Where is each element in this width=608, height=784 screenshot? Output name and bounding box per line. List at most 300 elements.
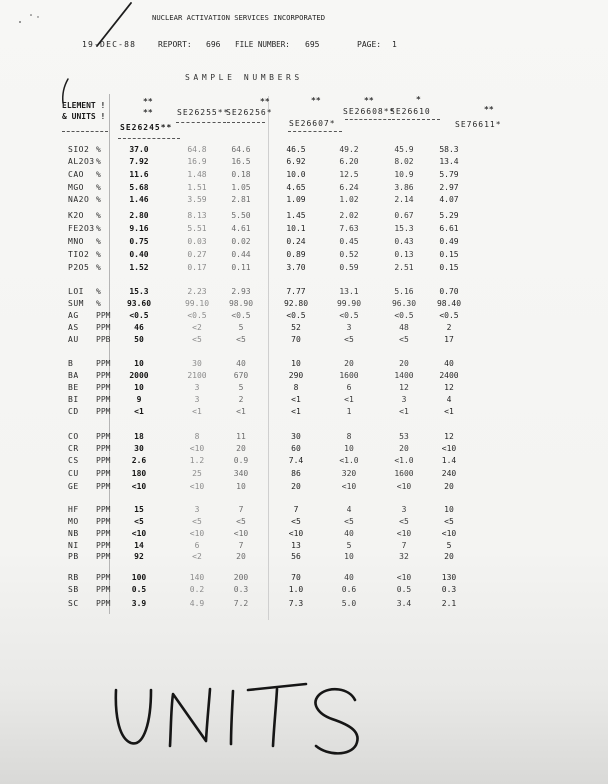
value-cell: 1.0 [288,585,304,594]
value-cell: 45.9 [394,145,414,154]
value-cell: 8.13 [187,211,207,220]
sample-number: SE76611* [455,120,502,129]
value-cell: <1 [236,407,246,416]
value-cell: 9 [136,395,142,404]
value-cell: 2.81 [231,195,251,204]
value-cell: <10 [189,529,205,538]
value-cell: <10 [441,529,457,538]
value-cell: 11 [236,432,246,441]
value-cell: 340 [233,469,249,478]
value-cell: 10.1 [286,224,306,233]
value-cell: 60 [291,444,301,453]
value-cell: <10 [396,573,412,582]
value-cell: 180 [131,469,147,478]
value-cell: 6.61 [439,224,459,233]
asterisk-mark: * [416,95,421,104]
value-cell: 20 [236,552,246,561]
unit-label: PPB [96,335,111,344]
element-label: HF [68,505,79,514]
value-cell: 4.9 [189,599,205,608]
header-rule [62,131,108,132]
value-cell: 140 [189,573,205,582]
unit-label: PPM [96,469,111,478]
value-cell: <1 [344,395,354,404]
value-cell: 1600 [339,371,359,380]
value-cell: 5.50 [231,211,251,220]
value-cell: <0.5 [339,311,359,320]
value-cell: 4.61 [231,224,251,233]
value-cell: <2 [192,552,202,561]
value-cell: 0.11 [231,263,251,272]
value-cell: 6.20 [339,157,359,166]
value-cell: <5 [192,517,202,526]
value-cell: 0.75 [129,237,149,246]
value-cell: 1.46 [129,195,149,204]
value-cell: 5.29 [439,211,459,220]
value-cell: 0.70 [439,287,459,296]
value-cell: 64.6 [231,145,251,154]
element-label: RB [68,573,79,582]
value-cell: <10 [131,482,147,491]
value-cell: 15.3 [394,224,414,233]
value-cell: 5 [446,541,452,550]
unit-label: PPM [96,395,111,404]
unit-label: PPM [96,505,111,514]
value-cell: 5 [346,541,352,550]
value-cell: 0.49 [439,237,459,246]
value-cell: 2400 [439,371,459,380]
value-cell: 32 [399,552,409,561]
value-cell: <5 [291,517,301,526]
value-cell: 0.44 [231,250,251,259]
element-label: CS [68,456,79,465]
value-cell: 10 [444,505,454,514]
sample-number: SE26610 [390,107,431,116]
value-cell: <1 [134,407,144,416]
value-cell: 5.79 [439,170,459,179]
value-cell: <2 [192,323,202,332]
value-cell: 0.15 [439,250,459,259]
asterisk-mark: ** [484,105,494,114]
value-cell: 2 [446,323,452,332]
value-cell: 5.16 [394,287,414,296]
value-cell: 7.4 [288,456,304,465]
value-cell: 99.10 [184,299,210,308]
value-cell: 56 [291,552,301,561]
value-cell: 4 [346,505,352,514]
value-cell: 64.8 [187,145,207,154]
value-cell: 0.40 [129,250,149,259]
value-cell: 2.97 [439,183,459,192]
value-cell: 15 [134,505,144,514]
value-cell: 15.3 [129,287,149,296]
header-rule [176,122,226,123]
value-cell: 2.14 [394,195,414,204]
value-cell: 1.52 [129,263,149,272]
unit-label: PPM [96,359,111,368]
unit-label: % [96,299,101,308]
element-label: PB [68,552,79,561]
value-cell: 48 [399,323,409,332]
value-cell: 1400 [394,371,414,380]
value-cell: 290 [288,371,304,380]
value-cell: 86 [291,469,301,478]
value-cell: <1 [192,407,202,416]
value-cell: 5.51 [187,224,207,233]
value-cell: 7 [401,541,407,550]
value-cell: <1 [291,395,301,404]
unit-label: PPM [96,552,111,561]
unit-label: % [96,170,101,179]
asterisk-mark: ** [260,97,270,106]
unit-label: % [96,237,101,246]
value-cell: 40 [444,359,454,368]
value-cell: 46 [134,323,144,332]
value-cell: 20 [399,444,409,453]
value-cell: 2.80 [129,211,149,220]
value-cell: 3 [194,383,200,392]
unit-label: % [96,183,101,192]
value-cell: 2.51 [394,263,414,272]
header-rule [345,119,391,120]
value-cell: <10 [189,444,205,453]
element-label: CO [68,432,79,441]
unit-label: PPM [96,323,111,332]
value-cell: 1600 [394,469,414,478]
value-cell: 3.70 [286,263,306,272]
value-cell: 6 [194,541,200,550]
value-cell: 18 [134,432,144,441]
unit-label: PPM [96,482,111,491]
value-cell: <10 [189,482,205,491]
value-cell: 58.3 [439,145,459,154]
value-cell: 0.17 [187,263,207,272]
value-cell: 1.05 [231,183,251,192]
element-label: BI [68,395,79,404]
value-cell: <10 [341,482,357,491]
value-cell: 0.89 [286,250,306,259]
value-cell: 6 [346,383,352,392]
value-cell: 200 [233,573,249,582]
value-cell: 100 [131,573,147,582]
value-cell: 20 [236,444,246,453]
unit-label: PPM [96,311,111,320]
value-cell: 2.1 [441,599,457,608]
value-cell: 0.3 [441,585,457,594]
element-label: NB [68,529,79,538]
value-cell: 0.03 [187,237,207,246]
value-cell: 1.4 [441,456,457,465]
element-label: AG [68,311,79,320]
element-label: MNO [68,237,84,246]
unit-label: % [96,211,101,220]
header-rule [288,131,342,132]
value-cell: 7.3 [288,599,304,608]
value-cell: <0.5 [231,311,251,320]
value-cell: 130 [441,573,457,582]
value-cell: 52 [291,323,301,332]
value-cell: 37.0 [129,145,149,154]
unit-label: % [96,263,101,272]
element-label: GE [68,482,79,491]
value-cell: <10 [441,444,457,453]
unit-label: PPM [96,432,111,441]
value-cell: 8 [293,383,299,392]
unit-label: % [96,287,101,296]
pen-stroke-mark [63,79,68,103]
element-label: B [68,359,74,368]
value-cell: <10 [131,529,147,538]
element-label: BE [68,383,79,392]
element-label: SUM [68,299,84,308]
element-label: NI [68,541,79,550]
value-cell: <0.5 [394,311,414,320]
value-cell: 0.3 [233,585,249,594]
value-cell: 3.4 [396,599,412,608]
sample-number: SE26256* [226,108,273,117]
element-label: CAO [68,170,84,179]
value-cell: <5 [399,335,409,344]
unit-label: PPM [96,517,111,526]
element-label: NA2O [68,195,90,204]
value-cell: 5 [238,323,244,332]
value-cell: 670 [233,371,249,380]
value-cell: 40 [344,573,354,582]
value-cell: 99.90 [336,299,362,308]
value-cell: 49.2 [339,145,359,154]
report-number: 696 [206,40,221,49]
value-cell: 40 [236,359,246,368]
element-label: CU [68,469,79,478]
value-cell: 0.52 [339,250,359,259]
value-cell: 0.5 [131,585,147,594]
value-cell: 53 [399,432,409,441]
value-cell: <10 [396,529,412,538]
value-cell: <0.5 [187,311,207,320]
value-cell: 3 [401,395,407,404]
unit-label: PPM [96,599,111,608]
value-cell: 10 [236,482,246,491]
value-cell: 0.43 [394,237,414,246]
element-label: SC [68,599,79,608]
element-label: CR [68,444,79,453]
value-cell: 7.2 [233,599,249,608]
value-cell: <0.5 [439,311,459,320]
value-cell: 2 [238,395,244,404]
value-cell: <1 [291,407,301,416]
value-cell: <5 [236,335,246,344]
unit-label: PPM [96,407,111,416]
handwritten-note [116,684,358,753]
value-cell: 14 [134,541,144,550]
value-cell: 96.30 [391,299,417,308]
value-cell: 320 [341,469,357,478]
value-cell: 3.86 [394,183,414,192]
value-cell: 4.07 [439,195,459,204]
value-cell: 0.45 [339,237,359,246]
asterisk-mark: ** [143,108,153,117]
value-cell: <5 [236,517,246,526]
value-cell: 13 [291,541,301,550]
unit-label: % [96,224,101,233]
unit-label: PPM [96,444,111,453]
value-cell: <5 [192,335,202,344]
value-cell: 25 [192,469,202,478]
element-label: K2O [68,211,84,220]
value-cell: 10 [134,359,144,368]
unit-label: PPM [96,585,111,594]
element-label: P2O5 [68,263,90,272]
value-cell: 7 [238,505,244,514]
report-date: 19-DEC-88 [82,40,137,49]
asterisk-mark: ** [143,97,153,106]
value-cell: 7.77 [286,287,306,296]
value-cell: <10 [288,529,304,538]
company-name: NUCLEAR ACTIVATION SERVICES INCORPORATED [152,13,326,22]
value-cell: <5 [399,517,409,526]
element-label: AU [68,335,79,344]
unit-label: PPM [96,456,111,465]
value-cell: 5 [238,383,244,392]
element-label: CD [68,407,79,416]
element-label: TIO2 [68,250,90,259]
value-cell: 20 [444,482,454,491]
column-divider [268,96,269,620]
value-cell: 10.9 [394,170,414,179]
value-cell: 3.59 [187,195,207,204]
value-cell: 98.90 [228,299,254,308]
sample-number: SE26607* [289,119,336,128]
unit-label: PPM [96,371,111,380]
unit-label: PPM [96,541,111,550]
element-label: AL2O3 [68,157,95,166]
value-cell: 3 [401,505,407,514]
header-rule [227,122,265,123]
value-cell: 12 [399,383,409,392]
value-cell: 0.18 [231,170,251,179]
value-cell: 0.5 [396,585,412,594]
asterisk-mark: ** [364,96,374,105]
element-label: LOI [68,287,84,296]
value-cell: <1.0 [394,456,414,465]
value-cell: 12.5 [339,170,359,179]
value-cell: 16.9 [187,157,207,166]
value-cell: 30 [134,444,144,453]
value-cell: 8.02 [394,157,414,166]
value-cell: <1.0 [339,456,359,465]
value-cell: 0.67 [394,211,414,220]
value-cell: 50 [134,335,144,344]
value-cell: 0.15 [439,263,459,272]
sample-numbers-title: SAMPLE NUMBERS [185,73,303,82]
value-cell: 1.45 [286,211,306,220]
value-cell: 93.60 [126,299,152,308]
value-cell: 9.16 [129,224,149,233]
value-cell: 0.24 [286,237,306,246]
value-cell: 0.13 [394,250,414,259]
value-cell: 11.6 [129,170,149,179]
value-cell: 0.59 [339,263,359,272]
value-cell: 70 [291,335,301,344]
value-cell: <5 [344,335,354,344]
unit-label: % [96,145,101,154]
value-cell: 0.6 [341,585,357,594]
unit-label: PPM [96,573,111,582]
element-label: MGO [68,183,84,192]
element-label: FE2O3 [68,224,95,233]
file-number-label: FILE NUMBER: [235,40,290,49]
value-cell: 4 [446,395,452,404]
sample-number: SE26255** [177,108,230,117]
value-cell: <0.5 [286,311,306,320]
element-label: AS [68,323,79,332]
value-cell: 10 [291,359,301,368]
value-cell: <10 [233,529,249,538]
element-label: SB [68,585,79,594]
element-label: SIO2 [68,145,90,154]
value-cell: 2.6 [131,456,147,465]
value-cell: 10 [344,444,354,453]
unit-label: PPM [96,529,111,538]
value-cell: 8 [346,432,352,441]
value-cell: 2.23 [187,287,207,296]
value-cell: 20 [444,552,454,561]
sample-number: SE26245** [120,123,173,132]
value-cell: 92.80 [283,299,309,308]
value-cell: 10 [344,552,354,561]
value-cell: <5 [344,517,354,526]
value-cell: 98.40 [436,299,462,308]
unit-label: % [96,195,101,204]
file-number: 695 [305,40,320,49]
value-cell: <1 [399,407,409,416]
value-cell: 16.5 [231,157,251,166]
value-cell: 7 [238,541,244,550]
sample-number: SE26608** [343,107,396,116]
value-cell: 2100 [187,371,207,380]
value-cell: 7 [293,505,299,514]
header-rule [118,138,180,139]
value-cell: 3 [346,323,352,332]
units-column-header: & UNITS ! [62,112,106,121]
value-cell: 7.92 [129,157,149,166]
value-cell: 12 [444,432,454,441]
element-column-header: ELEMENT ! [62,101,106,110]
value-cell: 13.1 [339,287,359,296]
unit-label: % [96,250,101,259]
value-cell: 2.02 [339,211,359,220]
value-cell: 92 [134,552,144,561]
page-label: PAGE: [357,40,382,49]
value-cell: 3 [194,395,200,404]
header-rule [392,119,440,120]
value-cell: 12 [444,383,454,392]
value-cell: 13.4 [439,157,459,166]
value-cell: 0.02 [231,237,251,246]
value-cell: 6.24 [339,183,359,192]
value-cell: 20 [344,359,354,368]
value-cell: <5 [134,517,144,526]
value-cell: 0.27 [187,250,207,259]
unit-label: % [96,157,101,166]
value-cell: <0.5 [129,311,149,320]
value-cell: 7.63 [339,224,359,233]
value-cell: 5.68 [129,183,149,192]
value-cell: <1 [444,407,454,416]
page-number: 1 [392,40,397,49]
value-cell: 1.2 [189,456,205,465]
value-cell: 10 [134,383,144,392]
